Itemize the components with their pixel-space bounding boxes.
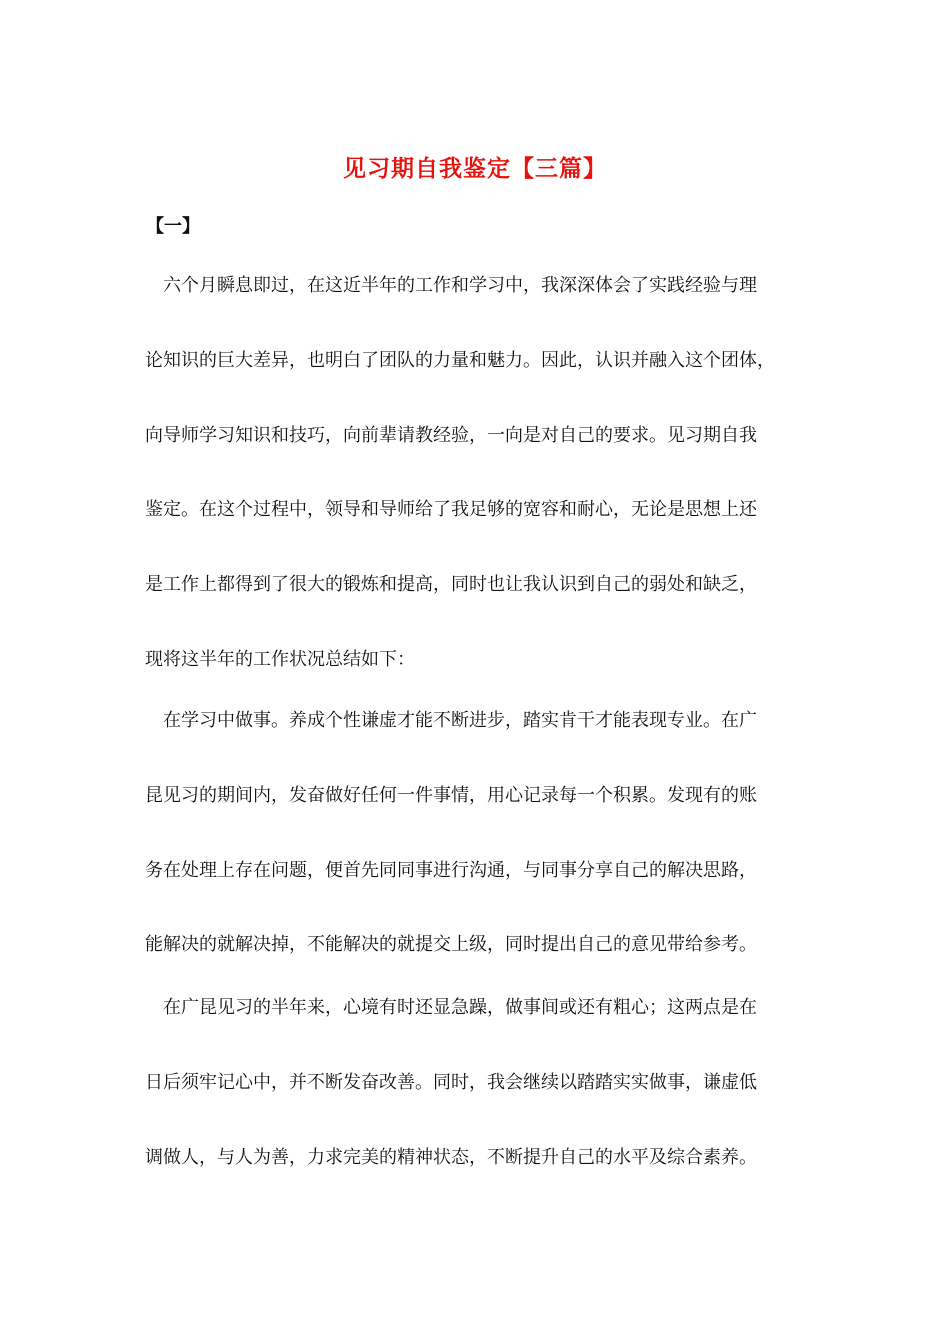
paragraph-line: 六个月瞬息即过，在这近半年的工作和学习中，我深深体会了实践经验与理 bbox=[163, 275, 757, 296]
section-label: 【一】 bbox=[146, 216, 200, 237]
paragraph-line: 向导师学习知识和技巧，向前辈请教经验，一向是对自己的要求。见习期自我 bbox=[145, 425, 757, 446]
paragraph-line: 日后须牢记心中，并不断发奋改善。同时，我会继续以踏踏实实做事，谦虚低 bbox=[145, 1072, 757, 1093]
paragraph-line: 在广昆见习的半年来，心境有时还显急躁，做事间或还有粗心；这两点是在 bbox=[163, 997, 757, 1018]
paragraph-line: 论知识的巨大差异，也明白了团队的力量和魅力。因此，认识并融入这个团体， bbox=[145, 350, 775, 371]
paragraph-line: 务在处理上存在问题，便首先同同事进行沟通，与同事分享自己的解决思路， bbox=[145, 860, 757, 881]
paragraph-line: 鉴定。在这个过程中，领导和导师给了我足够的宽容和耐心，无论是思想上还 bbox=[145, 499, 757, 520]
paragraph-line: 能解决的就解决掉，不能解决的就提交上级，同时提出自己的意见带给参考。 bbox=[145, 934, 757, 955]
paragraph-line: 在学习中做事。养成个性谦虚才能不断进步，踏实肯干才能表现专业。在广 bbox=[163, 710, 757, 731]
paragraph-line: 调做人，与人为善，力求完美的精神状态，不断提升自己的水平及综合素养。 bbox=[145, 1147, 757, 1168]
document-title: 见习期自我鉴定【三篇】 bbox=[343, 155, 607, 182]
paragraph-line: 是工作上都得到了很大的锻炼和提高，同时也让我认识到自己的弱处和缺乏， bbox=[145, 574, 757, 595]
paragraph-line: 现将这半年的工作状况总结如下： bbox=[145, 649, 415, 670]
paragraph-line: 昆见习的期间内，发奋做好任何一件事情，用心记录每一个积累。发现有的账 bbox=[145, 785, 757, 806]
